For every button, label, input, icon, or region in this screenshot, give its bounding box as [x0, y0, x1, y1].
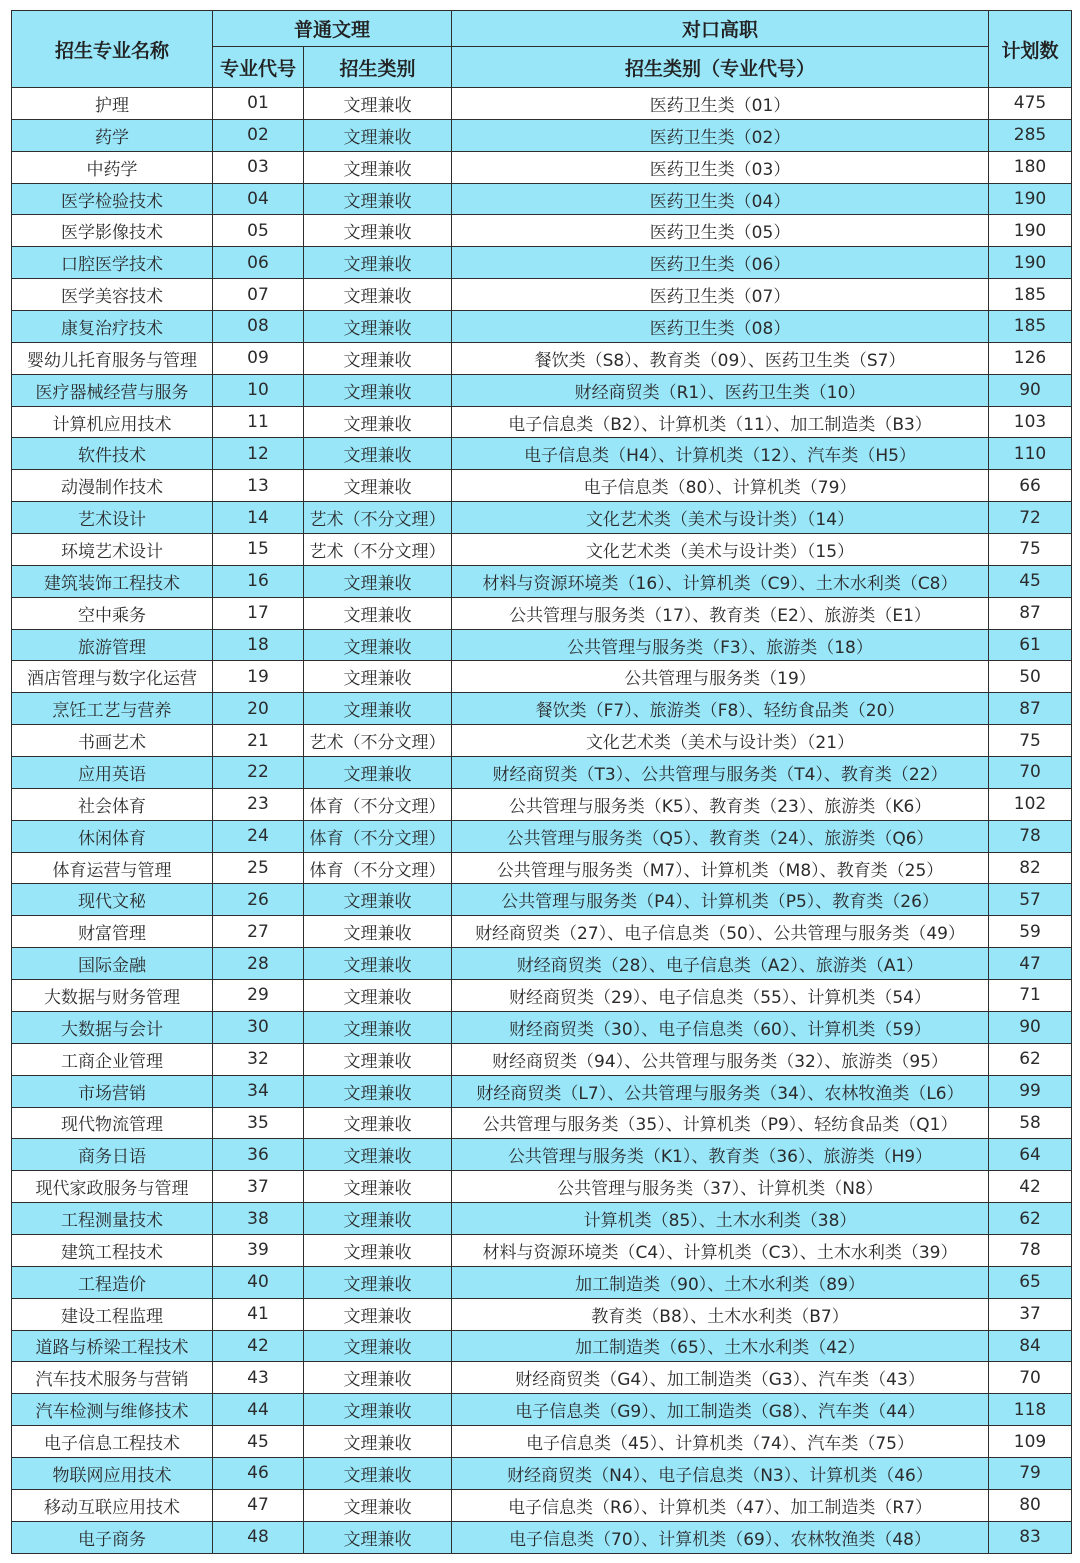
- cell-category: 文理兼收: [304, 1330, 452, 1362]
- cell-code: 44: [213, 1394, 304, 1426]
- cell-plan: 79: [989, 1457, 1072, 1489]
- cell-category: 文理兼收: [304, 247, 452, 279]
- header-category: 招生类别: [304, 47, 452, 88]
- header-general: 普通文理: [213, 11, 452, 47]
- cell-plan: 62: [989, 1203, 1072, 1235]
- cell-category: 文理兼收: [304, 279, 452, 311]
- cell-plan: 285: [989, 119, 1072, 151]
- cell-plan: 42: [989, 1171, 1072, 1203]
- cell-category: 文理兼收: [304, 1521, 452, 1553]
- cell-category: 文理兼收: [304, 119, 452, 151]
- table-row: [12, 183, 1072, 215]
- cell-major-name: 物联网应用技术: [12, 1457, 213, 1489]
- cell-major-name: 艺术设计: [12, 502, 213, 534]
- table-row: [12, 916, 1072, 948]
- cell-voc-category: 计算机类（85）、土木水利类（38）: [452, 1203, 989, 1235]
- table-row: [12, 247, 1072, 279]
- cell-voc-category: 财经商贸类（R1）、医药卫生类（10）: [452, 374, 989, 406]
- cell-plan: 80: [989, 1489, 1072, 1521]
- table-row: [12, 279, 1072, 311]
- cell-code: 23: [213, 788, 304, 820]
- cell-major-name: 药学: [12, 119, 213, 151]
- cell-category: 文理兼收: [304, 948, 452, 980]
- table-row: [12, 1107, 1072, 1139]
- cell-major-name: 医学美容技术: [12, 279, 213, 311]
- cell-code: 21: [213, 725, 304, 757]
- cell-plan: 59: [989, 916, 1072, 948]
- cell-major-name: 环境艺术设计: [12, 534, 213, 566]
- cell-code: 37: [213, 1171, 304, 1203]
- cell-category: 文理兼收: [304, 1394, 452, 1426]
- table-row: [12, 1362, 1072, 1394]
- table-row: [12, 884, 1072, 916]
- cell-plan: 82: [989, 852, 1072, 884]
- cell-plan: 57: [989, 884, 1072, 916]
- cell-category: 文理兼收: [304, 374, 452, 406]
- cell-major-name: 电子商务: [12, 1521, 213, 1553]
- cell-major-name: 康复治疗技术: [12, 311, 213, 343]
- cell-major-name: 护理: [12, 88, 213, 120]
- cell-voc-category: 公共管理与服务类（35）、计算机类（P9）、轻纺食品类（Q1）: [452, 1107, 989, 1139]
- cell-plan: 118: [989, 1394, 1072, 1426]
- cell-code: 01: [213, 88, 304, 120]
- cell-voc-category: 材料与资源环境类（C4）、计算机类（C3）、土木水利类（39）: [452, 1234, 989, 1266]
- cell-major-name: 汽车技术服务与营销: [12, 1362, 213, 1394]
- cell-category: 文理兼收: [304, 438, 452, 470]
- cell-voc-category: 电子信息类（80）、计算机类（79）: [452, 470, 989, 502]
- table-row: [12, 88, 1072, 120]
- cell-category: 文理兼收: [304, 1107, 452, 1139]
- cell-code: 02: [213, 119, 304, 151]
- cell-category: 文理兼收: [304, 311, 452, 343]
- cell-voc-category: 医药卫生类（08）: [452, 311, 989, 343]
- cell-code: 26: [213, 884, 304, 916]
- cell-voc-category: 公共管理与服务类（M7）、计算机类（M8）、教育类（25）: [452, 852, 989, 884]
- cell-code: 18: [213, 629, 304, 661]
- cell-major-name: 书画艺术: [12, 725, 213, 757]
- cell-voc-category: 医药卫生类（02）: [452, 119, 989, 151]
- cell-voc-category: 财经商贸类（29）、电子信息类（55）、计算机类（54）: [452, 980, 989, 1012]
- cell-plan: 102: [989, 788, 1072, 820]
- cell-code: 07: [213, 279, 304, 311]
- cell-category: 文理兼收: [304, 1171, 452, 1203]
- cell-code: 34: [213, 1075, 304, 1107]
- cell-category: 文理兼收: [304, 661, 452, 693]
- cell-major-name: 大数据与财务管理: [12, 980, 213, 1012]
- cell-plan: 190: [989, 247, 1072, 279]
- table-row: [12, 788, 1072, 820]
- cell-voc-category: 电子信息类（B2）、计算机类（11）、加工制造类（B3）: [452, 406, 989, 438]
- cell-major-name: 酒店管理与数字化运营: [12, 661, 213, 693]
- cell-category: 文理兼收: [304, 597, 452, 629]
- table-row: [12, 1203, 1072, 1235]
- cell-code: 20: [213, 693, 304, 725]
- cell-category: 文理兼收: [304, 215, 452, 247]
- cell-voc-category: 医药卫生类（04）: [452, 183, 989, 215]
- cell-voc-category: 公共管理与服务类（37）、计算机类（N8）: [452, 1171, 989, 1203]
- header-code: 专业代号: [213, 47, 304, 88]
- table-row: [12, 565, 1072, 597]
- enrollment-plan-table: [11, 10, 1072, 1554]
- header-voc-category: 招生类别（专业代号）: [452, 47, 989, 88]
- cell-plan: 78: [989, 820, 1072, 852]
- cell-voc-category: 餐饮类（S8）、教育类（09）、医药卫生类（S7）: [452, 342, 989, 374]
- cell-code: 36: [213, 1139, 304, 1171]
- cell-major-name: 旅游管理: [12, 629, 213, 661]
- cell-major-name: 工程造价: [12, 1266, 213, 1298]
- cell-code: 27: [213, 916, 304, 948]
- cell-code: 10: [213, 374, 304, 406]
- cell-voc-category: 公共管理与服务类（F3）、旅游类（18）: [452, 629, 989, 661]
- table-row: [12, 1426, 1072, 1458]
- table-row: [12, 374, 1072, 406]
- table-row: [12, 470, 1072, 502]
- cell-voc-category: 公共管理与服务类（19）: [452, 661, 989, 693]
- cell-plan: 475: [989, 88, 1072, 120]
- cell-major-name: 休闲体育: [12, 820, 213, 852]
- cell-category: 文理兼收: [304, 1203, 452, 1235]
- cell-plan: 61: [989, 629, 1072, 661]
- cell-code: 03: [213, 151, 304, 183]
- table-row: [12, 1489, 1072, 1521]
- cell-category: 文理兼收: [304, 1139, 452, 1171]
- table-row: [12, 534, 1072, 566]
- cell-category: 体育（不分文理）: [304, 852, 452, 884]
- table-row: [12, 1139, 1072, 1171]
- cell-category: 文理兼收: [304, 1426, 452, 1458]
- cell-voc-category: 文化艺术类（美术与设计类）（15）: [452, 534, 989, 566]
- cell-voc-category: 财经商贸类（L7）、公共管理与服务类（34）、农林牧渔类（L6）: [452, 1075, 989, 1107]
- cell-plan: 83: [989, 1521, 1072, 1553]
- cell-code: 25: [213, 852, 304, 884]
- cell-voc-category: 公共管理与服务类（Q5）、教育类（24）、旅游类（Q6）: [452, 820, 989, 852]
- cell-voc-category: 财经商贸类（T3）、公共管理与服务类（T4）、教育类（22）: [452, 757, 989, 789]
- cell-plan: 37: [989, 1298, 1072, 1330]
- cell-code: 17: [213, 597, 304, 629]
- cell-category: 艺术（不分文理）: [304, 725, 452, 757]
- cell-code: 48: [213, 1521, 304, 1553]
- cell-plan: 126: [989, 342, 1072, 374]
- cell-plan: 78: [989, 1234, 1072, 1266]
- table-row: [12, 1043, 1072, 1075]
- cell-major-name: 大数据与会计: [12, 1011, 213, 1043]
- cell-category: 文理兼收: [304, 470, 452, 502]
- cell-plan: 190: [989, 215, 1072, 247]
- cell-plan: 47: [989, 948, 1072, 980]
- cell-major-name: 建设工程监理: [12, 1298, 213, 1330]
- table-row: [12, 215, 1072, 247]
- cell-plan: 65: [989, 1266, 1072, 1298]
- cell-voc-category: 医药卫生类（05）: [452, 215, 989, 247]
- table-row: [12, 757, 1072, 789]
- cell-category: 文理兼收: [304, 693, 452, 725]
- table-row: [12, 1075, 1072, 1107]
- table-row: [12, 852, 1072, 884]
- cell-voc-category: 电子信息类（45）、计算机类（74）、汽车类（75）: [452, 1426, 989, 1458]
- cell-category: 文理兼收: [304, 629, 452, 661]
- cell-voc-category: 公共管理与服务类（17）、教育类（E2）、旅游类（E1）: [452, 597, 989, 629]
- cell-voc-category: 公共管理与服务类（K5）、教育类（23）、旅游类（K6）: [452, 788, 989, 820]
- cell-code: 09: [213, 342, 304, 374]
- cell-code: 47: [213, 1489, 304, 1521]
- cell-plan: 110: [989, 438, 1072, 470]
- cell-major-name: 电子信息工程技术: [12, 1426, 213, 1458]
- cell-code: 35: [213, 1107, 304, 1139]
- table-row: [12, 119, 1072, 151]
- cell-code: 19: [213, 661, 304, 693]
- cell-category: 文理兼收: [304, 884, 452, 916]
- cell-major-name: 现代文秘: [12, 884, 213, 916]
- cell-code: 13: [213, 470, 304, 502]
- table-row: [12, 661, 1072, 693]
- cell-code: 32: [213, 1043, 304, 1075]
- cell-major-name: 社会体育: [12, 788, 213, 820]
- cell-major-name: 婴幼儿托育服务与管理: [12, 342, 213, 374]
- table-row: [12, 406, 1072, 438]
- cell-major-name: 工程测量技术: [12, 1203, 213, 1235]
- cell-plan: 64: [989, 1139, 1072, 1171]
- cell-category: 文理兼收: [304, 1298, 452, 1330]
- cell-voc-category: 医药卫生类（06）: [452, 247, 989, 279]
- cell-major-name: 国际金融: [12, 948, 213, 980]
- cell-plan: 50: [989, 661, 1072, 693]
- cell-plan: 71: [989, 980, 1072, 1012]
- table-row: [12, 1521, 1072, 1553]
- cell-major-name: 商务日语: [12, 1139, 213, 1171]
- cell-category: 文理兼收: [304, 183, 452, 215]
- cell-major-name: 软件技术: [12, 438, 213, 470]
- cell-category: 文理兼收: [304, 916, 452, 948]
- cell-plan: 103: [989, 406, 1072, 438]
- cell-code: 24: [213, 820, 304, 852]
- cell-major-name: 烹饪工艺与营养: [12, 693, 213, 725]
- cell-code: 08: [213, 311, 304, 343]
- cell-code: 39: [213, 1234, 304, 1266]
- cell-plan: 66: [989, 470, 1072, 502]
- cell-major-name: 医学检验技术: [12, 183, 213, 215]
- cell-major-name: 建筑工程技术: [12, 1234, 213, 1266]
- cell-major-name: 建筑装饰工程技术: [12, 565, 213, 597]
- header-plan: 计划数: [989, 11, 1072, 88]
- cell-code: 15: [213, 534, 304, 566]
- cell-category: 文理兼收: [304, 1011, 452, 1043]
- table-row: [12, 438, 1072, 470]
- table-row: [12, 1394, 1072, 1426]
- cell-plan: 180: [989, 151, 1072, 183]
- cell-category: 文理兼收: [304, 1362, 452, 1394]
- table-row: [12, 980, 1072, 1012]
- cell-voc-category: 医药卫生类（01）: [452, 88, 989, 120]
- cell-major-name: 中药学: [12, 151, 213, 183]
- cell-plan: 190: [989, 183, 1072, 215]
- cell-code: 06: [213, 247, 304, 279]
- table-row: [12, 1234, 1072, 1266]
- cell-plan: 90: [989, 1011, 1072, 1043]
- cell-major-name: 医学影像技术: [12, 215, 213, 247]
- cell-code: 30: [213, 1011, 304, 1043]
- cell-voc-category: 加工制造类（90）、土木水利类（89）: [452, 1266, 989, 1298]
- table-row: [12, 693, 1072, 725]
- cell-plan: 84: [989, 1330, 1072, 1362]
- cell-code: 11: [213, 406, 304, 438]
- cell-category: 文理兼收: [304, 1075, 452, 1107]
- table-row: [12, 725, 1072, 757]
- cell-code: 05: [213, 215, 304, 247]
- cell-category: 文理兼收: [304, 1043, 452, 1075]
- table-body: [12, 88, 1072, 1554]
- cell-category: 文理兼收: [304, 88, 452, 120]
- cell-voc-category: 医药卫生类（03）: [452, 151, 989, 183]
- cell-code: 42: [213, 1330, 304, 1362]
- cell-plan: 58: [989, 1107, 1072, 1139]
- cell-major-name: 体育运营与管理: [12, 852, 213, 884]
- cell-voc-category: 电子信息类（G9）、加工制造类（G8）、汽车类（44）: [452, 1394, 989, 1426]
- cell-voc-category: 财经商贸类（27）、电子信息类（50）、公共管理与服务类（49）: [452, 916, 989, 948]
- cell-major-name: 口腔医学技术: [12, 247, 213, 279]
- cell-plan: 99: [989, 1075, 1072, 1107]
- table-row: [12, 151, 1072, 183]
- cell-voc-category: 公共管理与服务类（K1）、教育类（36）、旅游类（H9）: [452, 1139, 989, 1171]
- cell-voc-category: 文化艺术类（美术与设计类）（21）: [452, 725, 989, 757]
- cell-category: 体育（不分文理）: [304, 820, 452, 852]
- cell-voc-category: 电子信息类（70）、计算机类（69）、农林牧渔类（48）: [452, 1521, 989, 1553]
- cell-category: 文理兼收: [304, 565, 452, 597]
- cell-voc-category: 财经商贸类（28）、电子信息类（A2）、旅游类（A1）: [452, 948, 989, 980]
- cell-major-name: 应用英语: [12, 757, 213, 789]
- cell-major-name: 道路与桥梁工程技术: [12, 1330, 213, 1362]
- cell-major-name: 移动互联应用技术: [12, 1489, 213, 1521]
- cell-voc-category: 财经商贸类（N4）、电子信息类（N3）、计算机类（46）: [452, 1457, 989, 1489]
- cell-voc-category: 教育类（B8）、土木水利类（B7）: [452, 1298, 989, 1330]
- cell-code: 29: [213, 980, 304, 1012]
- cell-voc-category: 餐饮类（F7）、旅游类（F8）、轻纺食品类（20）: [452, 693, 989, 725]
- cell-category: 文理兼收: [304, 1266, 452, 1298]
- cell-major-name: 现代家政服务与管理: [12, 1171, 213, 1203]
- cell-major-name: 医疗器械经营与服务: [12, 374, 213, 406]
- cell-major-name: 财富管理: [12, 916, 213, 948]
- cell-category: 文理兼收: [304, 406, 452, 438]
- cell-plan: 70: [989, 1362, 1072, 1394]
- cell-code: 14: [213, 502, 304, 534]
- cell-code: 38: [213, 1203, 304, 1235]
- cell-category: 文理兼收: [304, 1489, 452, 1521]
- cell-voc-category: 医药卫生类（07）: [452, 279, 989, 311]
- cell-voc-category: 电子信息类（R6）、计算机类（47）、加工制造类（R7）: [452, 1489, 989, 1521]
- table-row: [12, 502, 1072, 534]
- cell-plan: 70: [989, 757, 1072, 789]
- cell-major-name: 市场营销: [12, 1075, 213, 1107]
- table-row: [12, 597, 1072, 629]
- cell-major-name: 现代物流管理: [12, 1107, 213, 1139]
- table-container: [11, 10, 1072, 1554]
- cell-voc-category: 财经商贸类（94）、公共管理与服务类（32）、旅游类（95）: [452, 1043, 989, 1075]
- header-vocational: 对口高职: [452, 11, 989, 47]
- cell-plan: 90: [989, 374, 1072, 406]
- cell-voc-category: 加工制造类（65）、土木水利类（42）: [452, 1330, 989, 1362]
- cell-voc-category: 电子信息类（H4）、计算机类（12）、汽车类（H5）: [452, 438, 989, 470]
- cell-code: 40: [213, 1266, 304, 1298]
- cell-voc-category: 公共管理与服务类（P4）、计算机类（P5）、教育类（26）: [452, 884, 989, 916]
- cell-code: 12: [213, 438, 304, 470]
- cell-category: 文理兼收: [304, 1457, 452, 1489]
- table-row: [12, 311, 1072, 343]
- cell-plan: 62: [989, 1043, 1072, 1075]
- cell-plan: 75: [989, 534, 1072, 566]
- cell-plan: 75: [989, 725, 1072, 757]
- cell-plan: 109: [989, 1426, 1072, 1458]
- cell-category: 文理兼收: [304, 151, 452, 183]
- cell-plan: 185: [989, 279, 1072, 311]
- cell-major-name: 动漫制作技术: [12, 470, 213, 502]
- cell-plan: 185: [989, 311, 1072, 343]
- table-row: [12, 342, 1072, 374]
- table-row: [12, 1171, 1072, 1203]
- cell-plan: 87: [989, 693, 1072, 725]
- cell-code: 43: [213, 1362, 304, 1394]
- cell-code: 41: [213, 1298, 304, 1330]
- table-row: [12, 820, 1072, 852]
- cell-plan: 45: [989, 565, 1072, 597]
- cell-major-name: 工商企业管理: [12, 1043, 213, 1075]
- cell-code: 46: [213, 1457, 304, 1489]
- cell-category: 体育（不分文理）: [304, 788, 452, 820]
- cell-category: 艺术（不分文理）: [304, 534, 452, 566]
- cell-plan: 72: [989, 502, 1072, 534]
- table-row: [12, 1457, 1072, 1489]
- cell-category: 文理兼收: [304, 757, 452, 789]
- cell-category: 文理兼收: [304, 1234, 452, 1266]
- cell-code: 22: [213, 757, 304, 789]
- cell-code: 04: [213, 183, 304, 215]
- cell-code: 28: [213, 948, 304, 980]
- table-row: [12, 629, 1072, 661]
- cell-voc-category: 财经商贸类（G4）、加工制造类（G3）、汽车类（43）: [452, 1362, 989, 1394]
- cell-major-name: 空中乘务: [12, 597, 213, 629]
- cell-plan: 87: [989, 597, 1072, 629]
- table-row: [12, 1330, 1072, 1362]
- cell-voc-category: 文化艺术类（美术与设计类）（14）: [452, 502, 989, 534]
- cell-code: 45: [213, 1426, 304, 1458]
- cell-voc-category: 财经商贸类（30）、电子信息类（60）、计算机类（59）: [452, 1011, 989, 1043]
- table-row: [12, 1011, 1072, 1043]
- table-row: [12, 1298, 1072, 1330]
- cell-category: 文理兼收: [304, 342, 452, 374]
- cell-major-name: 汽车检测与维修技术: [12, 1394, 213, 1426]
- cell-category: 艺术（不分文理）: [304, 502, 452, 534]
- cell-voc-category: 材料与资源环境类（16）、计算机类（C9）、土木水利类（C8）: [452, 565, 989, 597]
- cell-major-name: 计算机应用技术: [12, 406, 213, 438]
- table-row: [12, 1266, 1072, 1298]
- cell-category: 文理兼收: [304, 980, 452, 1012]
- table-row: [12, 948, 1072, 980]
- header-major-name: 招生专业名称: [12, 11, 213, 88]
- cell-code: 16: [213, 565, 304, 597]
